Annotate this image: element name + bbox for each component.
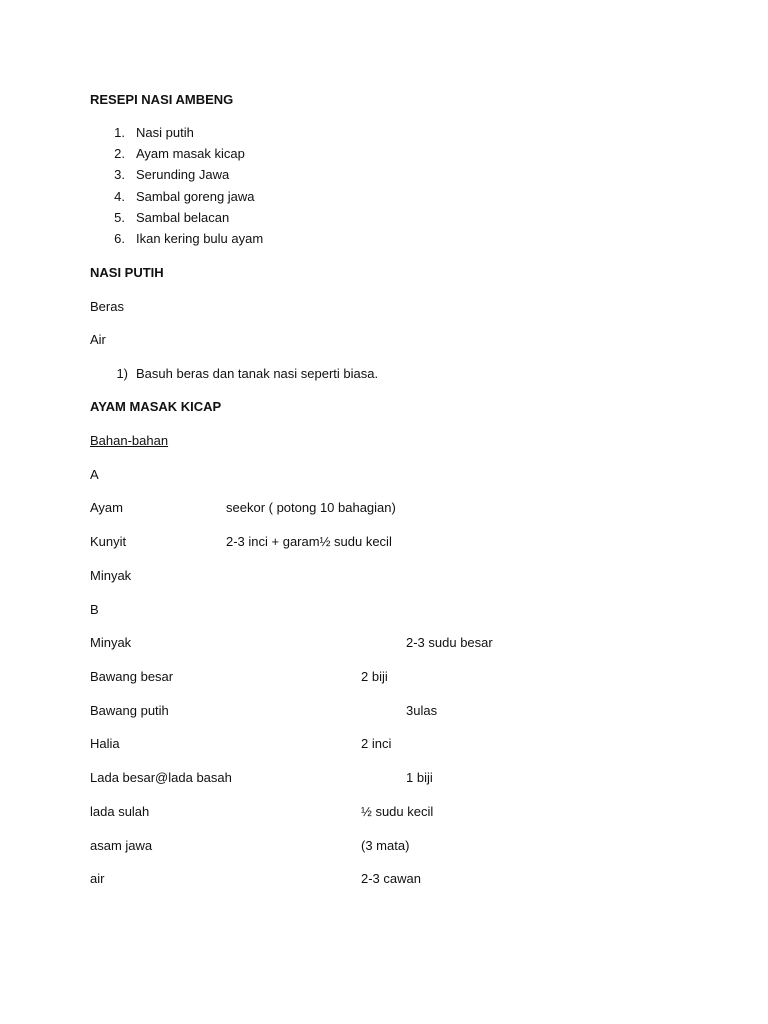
ingredient-name: Halia [90,736,120,751]
ingredient-name: Minyak [90,635,132,650]
ingredient-quantity: 2-3 sudu besar [406,635,493,650]
step-number: 1) [116,366,128,381]
list-item-number: 5. [114,210,125,225]
list-item-text: Sambal goreng jawa [136,189,255,204]
ingredient-quantity: 2-3 cawan [361,871,421,886]
list-item-text: Ikan kering bulu ayam [136,231,264,246]
ingredient-name: Beras [90,299,124,314]
ingredient-name: asam jawa [90,838,153,853]
ingredient-quantity: ½ sudu kecil [361,804,434,819]
group-a-label: A [90,467,99,482]
ingredients-label: Bahan-bahan [90,433,169,448]
ingredient-name: Lada besar@lada basah [90,770,232,785]
ingredient-name: Bawang putih [90,703,169,718]
list-item-number: 4. [114,189,125,204]
group-b-label: B [90,602,99,617]
ingredient-quantity: (3 mata) [361,838,410,853]
ingredient-name: air [90,871,105,886]
recipe-title: RESEPI NASI AMBENG [90,92,234,107]
ingredient-quantity: 2 biji [361,669,388,684]
ingredient-quantity: 3ulas [406,703,438,718]
list-item-number: 2. [114,146,125,161]
ingredient-name: Air [90,332,106,347]
list-item-text: Serunding Jawa [136,167,230,182]
ingredient-quantity: seekor ( potong 10 bahagian) [226,500,396,515]
list-item-text: Sambal belacan [136,210,230,225]
ingredient-name: Kunyit [90,534,127,549]
ingredient-name: Bawang besar [90,669,174,684]
ingredient-name: Minyak [90,568,132,583]
ingredient-name: lada sulah [90,804,150,819]
section-heading-nasi-putih: NASI PUTIH [90,265,164,280]
ingredient-quantity: 1 biji [406,770,433,785]
step-text: Basuh beras dan tanak nasi seperti biasa. [136,366,379,381]
list-item-text: Ayam masak kicap [136,146,245,161]
section-heading-ayam-masak-kicap: AYAM MASAK KICAP [90,399,222,414]
list-item-text: Nasi putih [136,125,194,140]
list-item-number: 1. [114,125,125,140]
ingredient-quantity: 2-3 inci + garam½ sudu kecil [226,534,392,549]
ingredient-quantity: 2 inci [361,736,392,751]
list-item-number: 6. [114,231,125,246]
list-item-number: 3. [114,167,125,182]
ingredient-name: Ayam [90,500,123,515]
